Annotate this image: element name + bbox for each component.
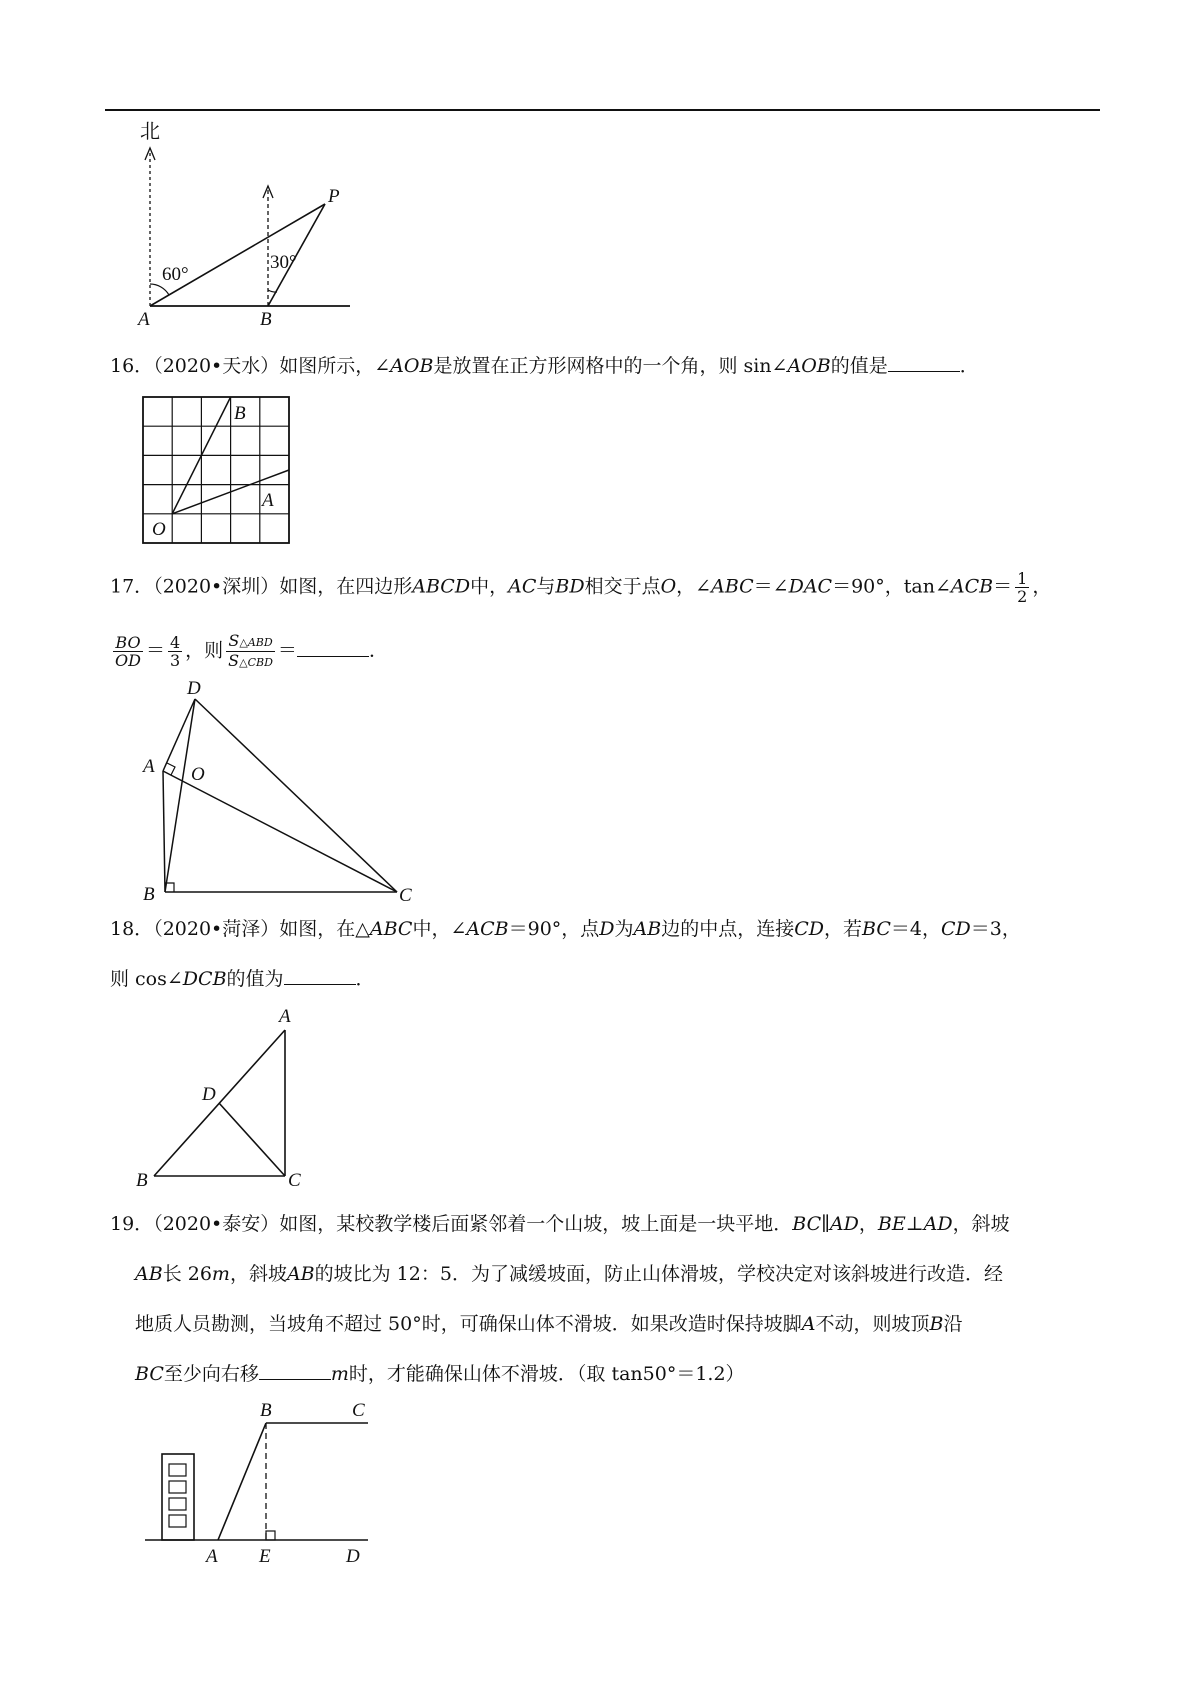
north-label: 北 [140, 119, 160, 143]
point-a-label: A [143, 756, 155, 777]
point-c-label: C [352, 1400, 365, 1421]
point-c-label: C [399, 885, 412, 905]
point-d-label: D [202, 1084, 216, 1105]
point-b-label: B [143, 884, 155, 905]
question-19-line-4: BC至少向右移 m时，才能确保山体不滑坡．（取 tan50°＝1.2） [135, 1363, 745, 1385]
answer-blank-17[interactable] [297, 638, 369, 657]
point-a-label: A [206, 1546, 218, 1567]
question-19-line-2: AB长 26m，斜坡AB的坡比为 12：5．为了减缓坡面，防止山体滑坡，学校决定对该斜坡进行改造．经 [135, 1263, 1003, 1285]
answer-blank-18[interactable] [284, 966, 356, 985]
figure-16-grid [138, 392, 298, 550]
angle-60-label: 60° [162, 264, 189, 285]
figure-15-bearing-diagram [120, 118, 360, 328]
figure-19-slope-diagram [140, 1398, 380, 1578]
question-16: 16．（2020•天水）如图所示，∠AOB是放置在正方形网格中的一个角，则 sin∠AOB的值是 ． [110, 355, 979, 377]
question-19: 19．（2020•泰安）如图，某校教学楼后面紧邻着一个山坡，坡上面是一块平地．BC∥AD，BE⊥AD，斜坡 [110, 1213, 1010, 1235]
point-d-label: D [187, 680, 201, 699]
answer-blank-19[interactable] [259, 1361, 331, 1380]
figure-17-quadrilateral [135, 680, 425, 905]
point-c-label: C [288, 1170, 301, 1190]
point-b-label: B [260, 1400, 272, 1421]
question-18-line-2: 则 cos∠DCB的值为 ． [110, 968, 375, 990]
fraction-one-half: $\frac{1}{2}$ [1017, 569, 1028, 606]
point-b-label: B [234, 403, 246, 424]
figure-18-right-triangle [130, 1000, 320, 1190]
question-19-line-3: 地质人员勘测，当坡角不超过 50°时，可确保山体不滑坡．如果改造时保持坡脚A不动，则坡顶B沿 [135, 1313, 963, 1335]
angle-30-label: 30° [270, 252, 297, 273]
fraction-four-thirds: $\frac{4}{3}$ [169, 633, 181, 670]
header-rule [105, 109, 1100, 111]
point-a-label: A [279, 1006, 291, 1027]
fraction-area-ratio: $\frac{\text{S△ABD}}{\text{S△CBD}}$ [228, 631, 273, 670]
point-o-label: O [152, 519, 166, 540]
question-18: 18．（2020•菏泽）如图，在△ABC中，∠ACB＝90°，点D为AB边的中点，连接CD，若BC＝4，CD＝3， [110, 918, 1021, 940]
question-17: 17．（2020•深圳）如图，在四边形ABCD中，AC与BD相交于点O，∠ABC＝∠DAC＝90°，tan∠ACB＝ $\frac{1}{2}$ ， [110, 569, 1052, 606]
point-b-label: B [136, 1170, 148, 1190]
point-d-label: D [346, 1546, 360, 1567]
point-a-label: A [262, 490, 274, 511]
point-e-label: E [259, 1546, 271, 1567]
point-p-label: P [328, 186, 340, 207]
fraction-bo-od: $\frac{BO}{OD}$ [115, 633, 141, 670]
point-o-label: O [191, 764, 205, 785]
question-17-line-2: $\frac{BO}{OD}$ ＝ $\frac{4}{3}$ ，则 $\frac{\text{S△ABD}}{\text{S△CBD}}$ ＝ ． [115, 631, 388, 670]
answer-blank-16[interactable] [888, 353, 960, 372]
point-a-label: A [138, 309, 150, 328]
point-b-label: B [260, 309, 272, 328]
